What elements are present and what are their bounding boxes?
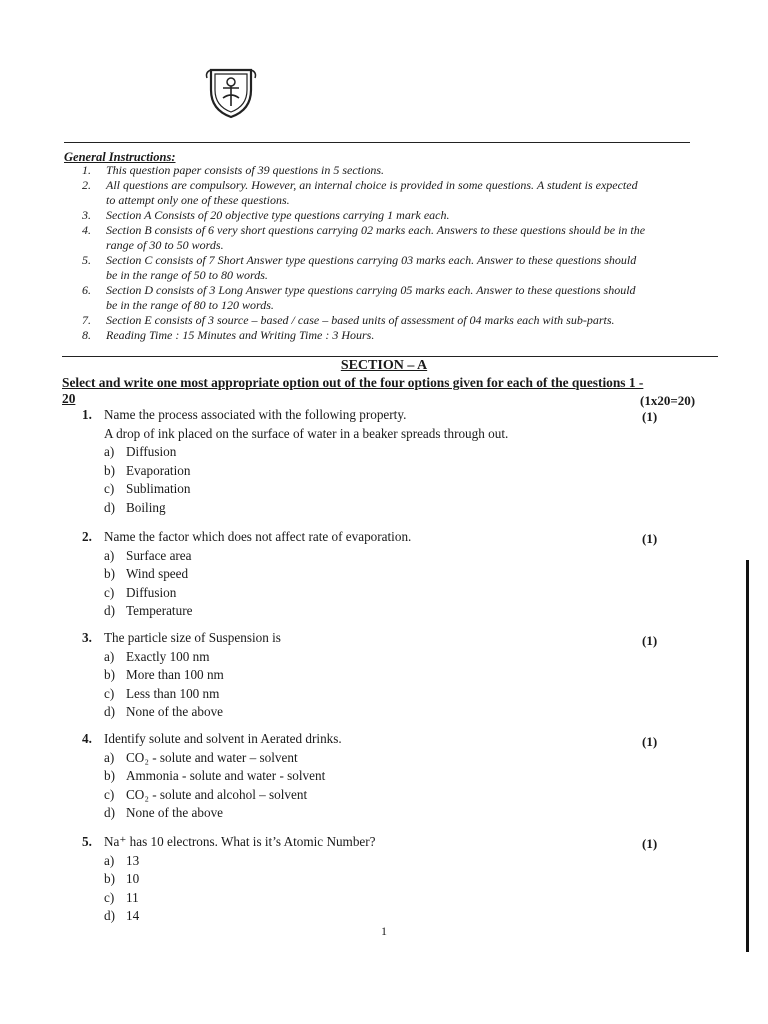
question-text: The particle size of Suspension is bbox=[104, 630, 281, 646]
instruction-item-continued: be in the range of 80 to 120 words. bbox=[106, 298, 274, 312]
section-title: SECTION – A bbox=[340, 358, 428, 373]
instruction-item: 6. Section D consists of 3 Long Answer type questions carrying 05 marks each. Answer to these questions should bbox=[82, 283, 636, 297]
question-subtext: A drop of ink placed on the surface of water in a beaker spreads through out. bbox=[104, 425, 509, 441]
question-marks: (1) bbox=[642, 409, 658, 424]
question-text: Name the factor which does not affect rate of evaporation. bbox=[104, 529, 412, 545]
question-text: Identify solute and solvent in Aerated drinks. bbox=[104, 731, 342, 747]
question-1: 1. Name the process associated with the following property. A drop of ink placed on the surface of water in a beaker spreads through out. a) Diffusion b) Evaporation c) Sublimation d) Boiling bbox=[82, 406, 682, 517]
section-divider bbox=[62, 356, 718, 357]
instruction-item-continued: be in the range of 50 to 80 words. bbox=[106, 268, 268, 282]
instruction-item: 7. Section E consists of 3 source – based / case – based units of assessment of 04 marks each with sub-parts. bbox=[82, 313, 615, 327]
option: a) Surface area bbox=[104, 547, 192, 563]
question-marks: (1) bbox=[642, 633, 658, 648]
general-instructions-title: General Instructions: bbox=[64, 150, 176, 164]
question-text: Name the process associated with the following property. bbox=[104, 407, 407, 423]
instruction-item: 3. Section A Consists of 20 objective type questions carrying 1 mark each. bbox=[82, 208, 450, 222]
section-instruction: Select and write one most appropriate option out of the four options given for each of the questions 1 - bbox=[62, 375, 644, 390]
question-4: 4. Identify solute and solvent in Aerated drinks. a) CO₂ - solute and water – solvent b) Ammonia - solute and water - solvent c) CO₂ - solute and alcohol – solvent d) None of the above bbox=[82, 730, 682, 823]
option: b) Evaporation bbox=[104, 462, 191, 478]
page-number: 1 bbox=[381, 924, 387, 938]
option: a) 13 bbox=[104, 852, 140, 868]
question-marks: (1) bbox=[642, 531, 658, 546]
option: c) 11 bbox=[104, 889, 139, 905]
option: c) CO₂ - solute and alcohol – solvent bbox=[104, 786, 308, 802]
instruction-item-continued: range of 30 to 50 words. bbox=[106, 238, 224, 252]
school-crest-emblem-icon bbox=[203, 64, 259, 120]
question-text: Na⁺ has 10 electrons. What is it’s Atomic Number? bbox=[104, 834, 376, 850]
option: a) Exactly 100 nm bbox=[104, 648, 210, 664]
option: d) None of the above bbox=[104, 805, 224, 821]
top-divider bbox=[64, 142, 690, 143]
instruction-item: 2. All questions are compulsory. However, an internal choice is provided in some questions. A student is expected bbox=[82, 178, 638, 192]
option: d) None of the above bbox=[104, 704, 224, 720]
option: b) Wind speed bbox=[104, 566, 189, 582]
general-instructions-list bbox=[82, 163, 727, 343]
option: d) Boiling bbox=[104, 499, 166, 515]
option: b) More than 100 nm bbox=[104, 667, 224, 683]
scan-edge-line bbox=[746, 560, 749, 952]
option: a) CO₂ - solute and water – solvent bbox=[104, 749, 298, 765]
option: c) Sublimation bbox=[104, 481, 191, 497]
option: a) Diffusion bbox=[104, 444, 177, 460]
option: d) Temperature bbox=[104, 603, 193, 619]
option: b) 10 bbox=[104, 871, 140, 887]
instruction-item-continued: to attempt only one of these questions. bbox=[106, 193, 290, 207]
option: c) Less than 100 nm bbox=[104, 685, 220, 701]
instruction-item: 1. This question paper consists of 39 questions in 5 sections. bbox=[82, 163, 385, 177]
section-instruction-continued: 20 bbox=[62, 391, 76, 406]
question-marks: (1) bbox=[642, 836, 658, 851]
instruction-item: 4. Section B consists of 6 very short questions carrying 02 marks each. Answers to these questions should be in the bbox=[82, 223, 646, 237]
option: b) Ammonia - solute and water - solvent bbox=[104, 768, 326, 784]
question-5: 5. Na⁺ has 10 electrons. What is it’s Atomic Number? a) 13 b) 10 c) 11 d) 14 bbox=[82, 833, 682, 926]
option: d) 14 bbox=[104, 908, 140, 924]
question-3: 3. The particle size of Suspension is a) Exactly 100 nm b) More than 100 nm c) Less than 100 nm d) None of the above bbox=[82, 629, 682, 722]
question-2: 2. Name the factor which does not affect rate of evaporation. a) Surface area b) Wind speed c) Diffusion d) Temperature bbox=[82, 528, 682, 621]
section-marks: (1x20=20) bbox=[640, 393, 696, 408]
instruction-item: 8. Reading Time : 15 Minutes and Writing Time : 3 Hours. bbox=[82, 328, 375, 342]
question-marks: (1) bbox=[642, 734, 658, 749]
instruction-item: 5. Section C consists of 7 Short Answer type questions carrying 03 marks each. Answer to these questions should bbox=[82, 253, 637, 267]
option: c) Diffusion bbox=[104, 584, 177, 600]
